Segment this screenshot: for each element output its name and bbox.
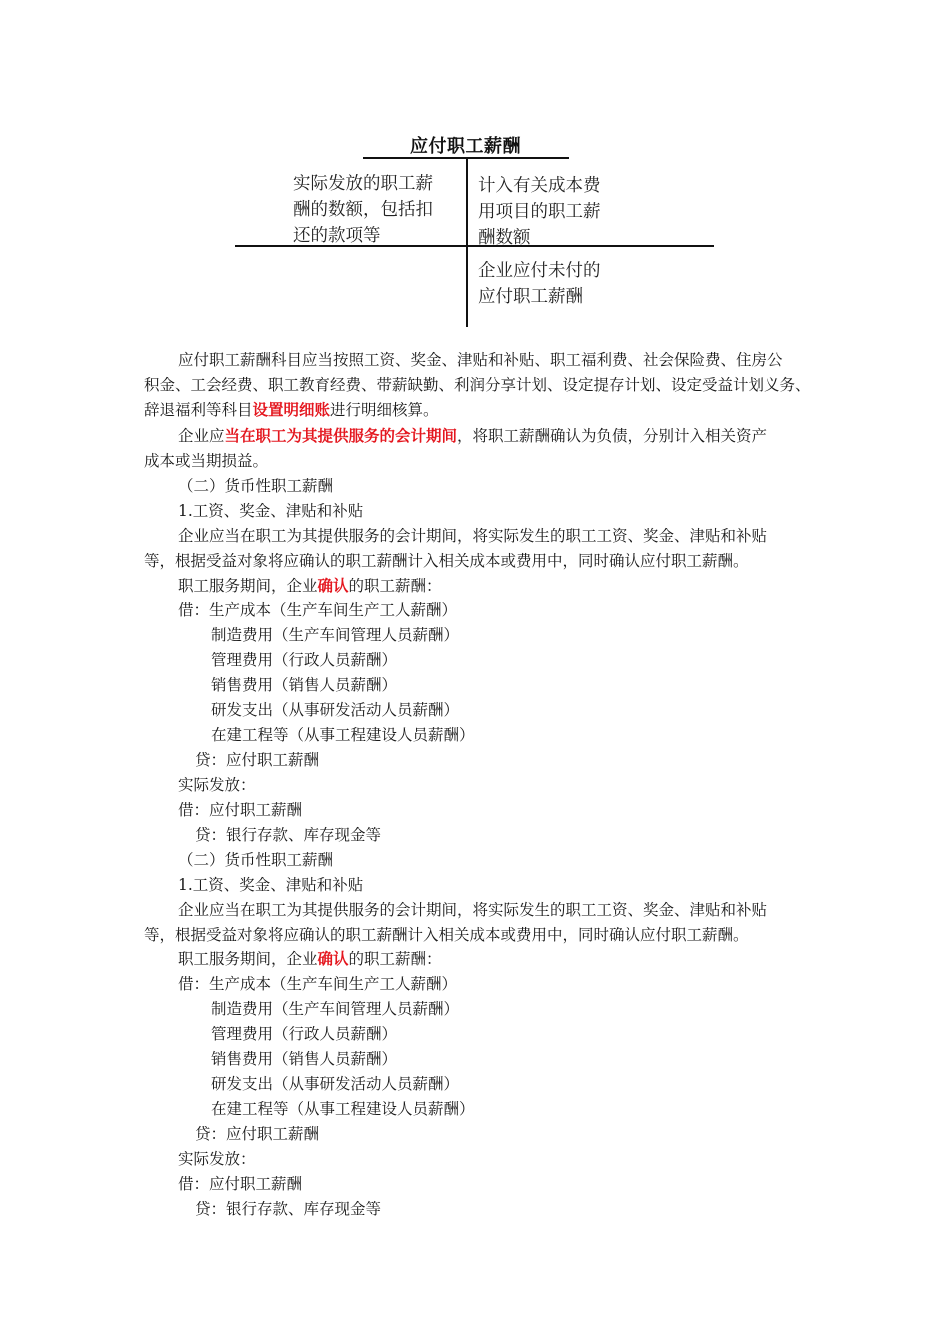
- para2-text: 企业应: [178, 427, 225, 445]
- highlight-confirm: 确认: [317, 577, 349, 595]
- confirm-text-end: 的职工薪酬：: [348, 577, 442, 595]
- para2-line1: [178, 424, 767, 449]
- journal-debit-item: 研发支出（从事研发活动人员薪酬）: [211, 701, 460, 719]
- t-account-diagram: [0, 0, 950, 340]
- para2-text-end: ，将职工薪酬确认为负债，分别计入相关资产: [457, 427, 768, 445]
- journal-debit-item: 在建工程等（从事工程建设人员薪酬）: [211, 726, 475, 744]
- highlight-service-period: 当在职工为其提供服务的会计期间: [224, 427, 458, 445]
- confirm-text-end: 的职工薪酬：: [348, 950, 442, 968]
- payment-credit: 贷：银行存款、库存现金等: [195, 1200, 382, 1218]
- journal-debit-item: 制造费用（生产车间管理人员薪酬）: [211, 1000, 460, 1018]
- section-heading: （二）货币性职工薪酬: [178, 851, 334, 869]
- t-account-vertical-line: [466, 157, 468, 327]
- journal-credit: 贷：应付职工薪酬: [195, 1125, 320, 1143]
- para1-line1: 应付职工薪酬科目应当按照工资、奖金、津贴和补贴、职工福利费、社会保险费、住房公: [178, 351, 783, 369]
- payment-label: 实际发放：: [178, 776, 256, 794]
- highlight-detail-account: 设置明细账: [252, 401, 331, 419]
- t-account-credit-text: 计入有关成本费 用项目的职工薪 酬数额: [478, 176, 601, 248]
- payment-credit: 贷：银行存款、库存现金等: [195, 826, 382, 844]
- journal-debit-item: 制造费用（生产车间管理人员薪酬）: [211, 626, 460, 644]
- journal-credit: 贷：应付职工薪酬: [195, 751, 320, 769]
- journal-debit-item: 研发支出（从事研发活动人员薪酬）: [211, 1075, 460, 1093]
- t-account-credit-balance: 企业应付未付的 应付职工薪酬: [478, 261, 601, 307]
- t-account-debit-text: 实际发放的职工薪 酬的数额，包括扣 还的款项等: [293, 174, 433, 246]
- confirm-line: [178, 574, 442, 599]
- payment-label: 实际发放：: [178, 1150, 256, 1168]
- journal-debit-item: 管理费用（行政人员薪酬）: [211, 651, 398, 669]
- journal-debit-item: 销售费用（销售人员薪酬）: [211, 1050, 398, 1068]
- payment-debit: 借：应付职工薪酬: [178, 1175, 303, 1193]
- journal-debit-item: 管理费用（行政人员薪酬）: [211, 1025, 398, 1043]
- section-body-line2: 等，根据受益对象将应确认的职工薪酬计入相关成本或费用中，同时确认应付职工薪酬。: [144, 926, 749, 944]
- confirm-text: 职工服务期间，企业: [178, 577, 318, 595]
- para1-line2: 积金、工会经费、职工教育经费、带薪缺勤、利润分享计划、设定提存计划、设定受益计划义务、: [144, 376, 811, 394]
- section-subheading: 1.工资、奖金、津贴和补贴: [178, 876, 364, 894]
- section-subheading: 1.工资、奖金、津贴和补贴: [178, 502, 364, 520]
- t-account-title: 应付职工薪酬: [410, 136, 521, 157]
- para1-line3: [144, 398, 439, 423]
- journal-debit-item: 在建工程等（从事工程建设人员薪酬）: [211, 1100, 475, 1118]
- section-body-line2: 等，根据受益对象将应确认的职工薪酬计入相关成本或费用中，同时确认应付职工薪酬。: [144, 552, 749, 570]
- para1-line3-end: 进行明细核算。: [330, 401, 439, 419]
- confirm-line: [178, 947, 442, 972]
- highlight-confirm: 确认: [317, 950, 349, 968]
- journal-debit-first: 借：生产成本（生产车间生产工人薪酬）: [178, 601, 458, 619]
- section-body-line1: 企业应当在职工为其提供服务的会计期间，将实际发生的职工工资、奖金、津贴和补贴: [178, 901, 768, 919]
- confirm-text: 职工服务期间，企业: [178, 950, 318, 968]
- payment-debit: 借：应付职工薪酬: [178, 801, 303, 819]
- journal-debit-first: 借：生产成本（生产车间生产工人薪酬）: [178, 975, 458, 993]
- journal-debit-item: 销售费用（销售人员薪酬）: [211, 676, 398, 694]
- section-body-line1: 企业应当在职工为其提供服务的会计期间，将实际发生的职工工资、奖金、津贴和补贴: [178, 527, 768, 545]
- para1-line3-text: 辞退福利等科目: [144, 401, 253, 419]
- para2-line2: 成本或当期损益。: [144, 452, 269, 470]
- section-heading: （二）货币性职工薪酬: [178, 477, 334, 495]
